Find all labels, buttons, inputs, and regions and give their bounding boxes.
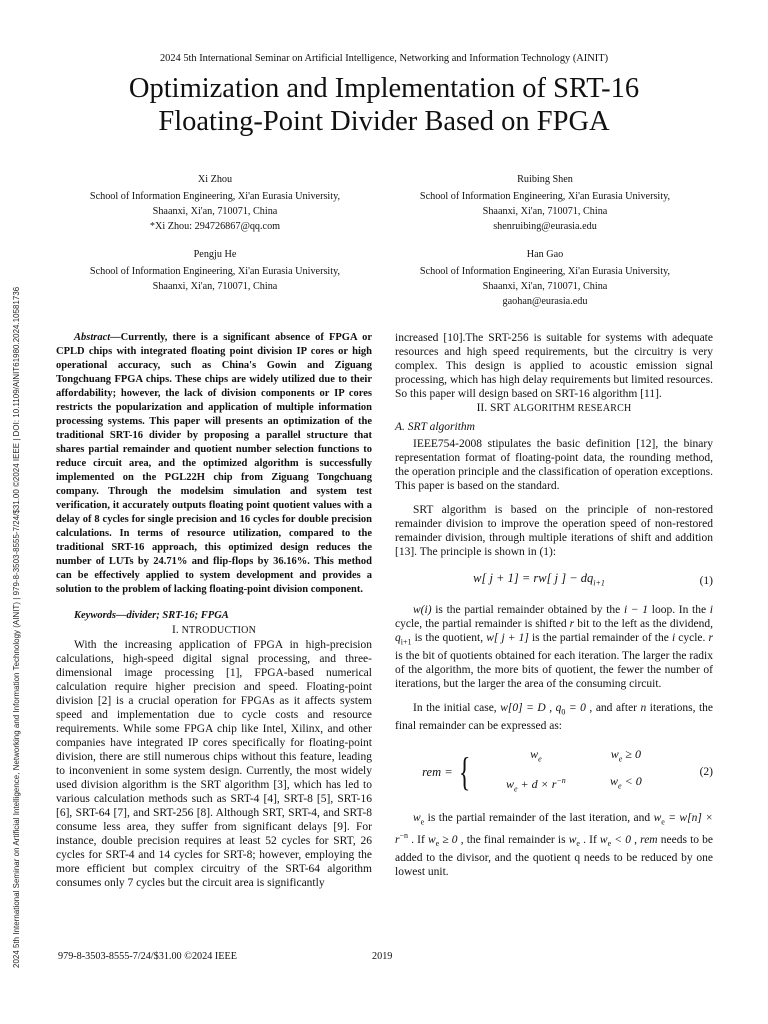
author-block [380,172,710,234]
author-affiliation: School of Information Engineering, Xi'an Eurasia University, [419,266,671,277]
title-line-2: Floating-Point Divider Based on FPGA [158,106,610,137]
section-heading-introduction: I. NTRODUCTION [171,624,256,636]
author-affiliation: School of Information Engineering, Xi'an Eurasia University, [89,266,341,277]
author-affiliation: School of Information Engineering, Xi'an Eurasia University, [419,191,671,202]
abstract [56,331,372,597]
author-name: Pengju He [193,249,237,260]
abstract-lead: Abstract [74,332,111,343]
footer-copyright: 979-8-3503-8555-7/24/$31.00 ©2024 IEEE [58,951,237,962]
subsection-heading-srt-algorithm: A. SRT algorithm [395,421,475,433]
equation-2-body: rem = { $w_e$ $w_e \ge 0$ $w_e + d \times r^{-n}$ $w_e < 0$ [395,747,683,797]
author-name: Han Gao [526,249,564,260]
section-heading-srt-algorithm-research: II. SRT ALGORITHM RESEARCH [476,402,632,414]
paragraph-srt-principle: SRT algorithm is based on the principle of non-restored remainder division to improve the operation speed of non-restored remainder division, through multiple iterations of shift and addition [13]. The principle is shown in (1): [395,504,713,558]
author-block [50,172,380,234]
author-location: Shaanxi, Xi'an, 710071, China [482,206,608,217]
author-email[interactable]: gaohan@eurasia.edu [502,296,588,307]
left-column [56,331,372,890]
side-doi-banner: 2024 5th International Seminar on Artificial Intelligence, Networking and Information Technology (AINIT) | 979-8-3503-8555-7/24/$31.00 ©2024 IEEE | DOI: 10.1109/AINIT61980.2024.10581736 [12,286,21,968]
right-column [395,331,713,879]
keywords: Keywords—divider; SRT-16; FPGA [74,610,229,621]
conference-header: 2024 5th International Seminar on Artificial Intelligence, Networking and Information Technology (AINIT) [159,53,609,64]
brace-symbol: { [458,748,471,794]
equation-1-number: (1) [699,574,713,587]
author-name: Xi Zhou [197,174,233,185]
abstract-text: Currently, there is a significant absence of FPGA or CPLD chips with integrated floating point division IP cores or high operational accuracy, such as China's Gowin and Ziguang Tongchuang FPGA chips. These chips are widely utilized due to their affordability; however, the lack of division components or IP cores restricts the popularization and application of multiple information processing systems. This paper will presents an optimization of the traditional SRT-16 divider by proposing a parallel structure that shares partial remainder and quotient number selection functions to reduce circuit area, and the optimized algorithm is successfully implemented on the PGL22H chip from Ziguang Tongchuang company. Through the modelsim simulation and system test verification, it accurately outputs floating point quotient values with a delay of 8 cycles for single precision and 16 cycles for double precision calculations. In terms of resource utilization, compared to the traditional SRT-16 approach, this optimized design reduces the number of LUTs by 24.71% and flip-flops by 36.16%. This method can be effectively applied to system development and provides a solution to the problem of lacking floating-point division component. [56,332,372,595]
author-block [50,247,380,294]
footer-page-number: 2019 [372,951,393,962]
equation-2 [395,747,713,797]
equation-2-cases: $w_e$ $w_e \ge 0$ $w_e + d \times r^{-n}$ $w_e < 0$ [505,747,642,794]
abstract-dash: — [110,332,121,343]
paragraph-partial-remainder: w(i) is the partial remainder obtained by the i − 1 loop. In the i cycle, the partial remainder is shifted r bit to the left as the dividend, $q_{i+1}$ is the quotient, w[ j + 1] is the partial remainder of the i cycle. r is the bit of quotients obtained for each iteration. The larger the radix of the algorithm, the more bits of quotient, the fewer the number of iterations, but the larger the area of the consuming circuit. [395,603,713,690]
author-affiliation: School of Information Engineering, Xi'an Eurasia University, [89,191,341,202]
paper-title [60,72,708,138]
paragraph-ieee754: IEEE754-2008 stipulates the basic definition [12], the binary representation format of floating-point data, the rounding method, the operation principle and the classification of operation exceptions. This paper is based on the standard. [395,438,713,492]
author-email[interactable]: *Xi Zhou: 294726867@qq.com [149,221,281,232]
author-location: Shaanxi, Xi'an, 710071, China [482,281,608,292]
equation-2-number: (2) [699,765,713,778]
author-name: Ruibing Shen [517,174,573,185]
paragraph-initial-case: In the initial case, w[0] = D , $q_0 = 0$ , and after n iterations, the final remainder can be expressed as: [395,701,714,733]
equation-1-body: w[ j + 1] = rw[ j ] − $dq_{i+1}$ [473,571,605,588]
author-email[interactable]: shenruibing@eurasia.edu [493,221,597,232]
paragraph-final-remainder: $w_e$ is the partial remainder of the last iteration, and $w_e = w[n] \times r^{-n}$ . If $w_e \ge 0$ , the final remainder is $w_e$ . If $w_e < 0$ , rem needs to be added to the divisor, and the quotient q needs to be reduced by one lowest unit. [395,811,714,879]
title-line-1: Optimization and Implementation of SRT-16 [128,73,640,104]
equation-1 [395,571,713,591]
intro-paragraph: With the increasing application of FPGA in high-precision calculations, high-speed digital signal processing, and three-dimensional image processing [1], FPGA-based numerical calculation require higher precision and speed. Floating-point division [2] is a crucial operation for FPGAs as it affects system speed and implementation due to cycle costs and resource requirements. While some FPGA chip like Intel, Xilinx, and other companies have integrated IP cores specifically for floating-point division, there are still numerous chips without this feature, leading to inconvenient in some system design. Currently, the most widely used division algorithm is the SRT algorithm [3], which has led to various calculation methods such as SRT-4 [4], SRT-8 [5], SRT-16 [6], SRT-64 [7], and SRT-256 [8]. Although SRT, SRT-4, and SRT-8 consume less area, they suffer from significant delays [9]. For instance, double precision requires at least 52 cycles for SRT, 26 cycles for SRT-4 and 14 cycles for SRT-8; however, employing the more efficient but complex circuitry of the SRT-64 algorithm consumes only 7 cycles but the circuit area is significantly [56,639,372,889]
author-block [380,247,710,309]
author-location: Shaanxi, Xi'an, 710071, China [152,281,278,292]
author-location: Shaanxi, Xi'an, 710071, China [152,206,278,217]
paragraph-srt256: increased [10].The SRT-256 is suitable for systems with adequate resources and high speed requirements, but the circuitry is very complex. This design is applied to acoustic emission signal processing, which has high delay requirements but limited resources. So this paper will design based on SRT-16 algorithm [11]. [395,332,713,400]
